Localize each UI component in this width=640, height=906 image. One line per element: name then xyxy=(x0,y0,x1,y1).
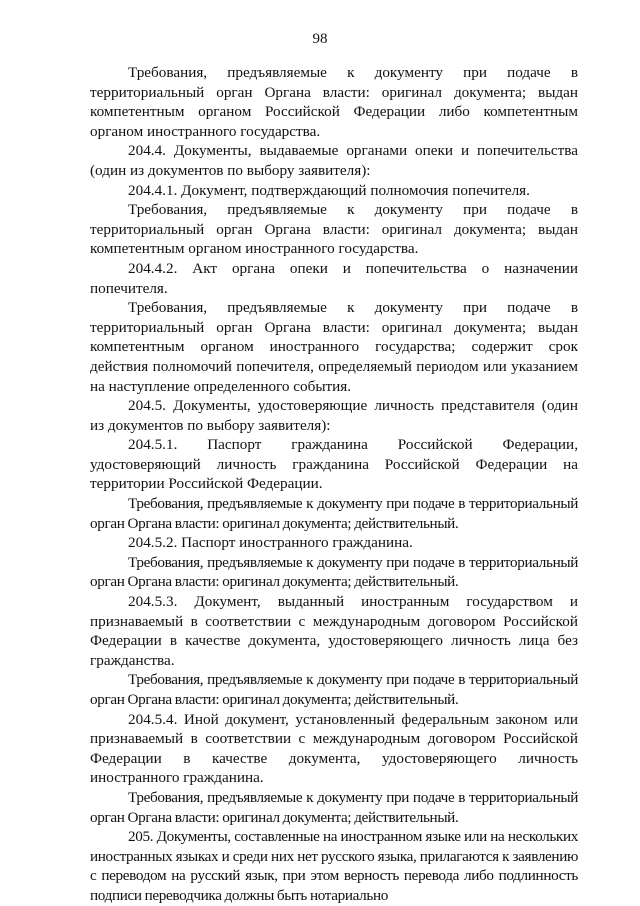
paragraph-section-204-5: 204.5. Документы, удостоверяющие личность представителя (один из документов по выбору заявителя): xyxy=(90,397,578,434)
paragraph-section-204-5-1: 204.5.1. Паспорт гражданина Российской Федерации, удостоверяющий личность гражданина Российской Федерации на территории Российской Федерации. xyxy=(90,436,578,493)
document-body xyxy=(90,63,578,906)
paragraph-requirements: Требования, предъявляемые к документу при подаче в территориальный орган Органа власти: оригинал документа; действительный. xyxy=(90,553,578,591)
paragraph-requirements: Требования, предъявляемые к документу при подаче в территориальный орган Органа власти: оригинал документа; действительный. xyxy=(90,671,578,708)
paragraph-requirements: Требования, предъявляемые к документу при подаче в территориальный орган Органа власти: оригинал документа; выдан компетентным органом Российской Федерации либо компетентным органом иностранного государства. xyxy=(90,64,578,140)
paragraph-requirements: Требования, предъявляемые к документу при подаче в территориальный орган Органа власти: оригинал документа; действительный. xyxy=(90,788,578,826)
paragraph-section-204-5-3: 204.5.3. Документ, выданный иностранным государством и признаваемый в соответствии с международным договором Российской Федерации в качестве документа, удостоверяющего личность лица без гражданства. xyxy=(90,593,578,669)
paragraph-section-204-5-2: 204.5.2. Паспорт иностранного гражданина. xyxy=(128,534,413,552)
paragraph-requirements: Требования, предъявляемые к документу при подаче в территориальный орган Органа власти: оригинал документа; выдан компетентным органом иностранного государства; содержит срок действия полномочий попечителя, определяемый периодом или указанием на наступление определенного события. xyxy=(90,299,578,395)
paragraph-requirements: Требования, предъявляемые к документу при подаче в территориальный орган Органа власти: оригинал документа; выдан компетентным органом иностранного государства. xyxy=(90,201,578,258)
paragraph-requirements: Требования, предъявляемые к документу при подаче в территориальный орган Органа власти: оригинал документа; действительный. xyxy=(90,495,578,532)
page-number: 98 xyxy=(312,31,328,47)
paragraph-section-204-4-1: 204.4.1. Документ, подтверждающий полномочия попечителя. xyxy=(128,181,530,199)
paragraph-section-204-5-4: 204.5.4. Иной документ, установленный федеральным законом или признаваемый в соответствии с международным договором Российской Федерации в качестве документа, удостоверяющего личность иностранного гражданина. xyxy=(90,710,578,787)
paragraph-section-204-4: 204.4. Документы, выдаваемые органами опеки и попечительства (один из документов по выбору заявителя): xyxy=(90,142,578,179)
paragraph-section-205: 205. Документы, составленные на иностранном языке или на нескольких иностранных языках и среди них нет русского языка, прилагаются к заявлению с переводом на русский язык, при этом верность перевода либо подлинность подписи переводчика должны быть нотариально xyxy=(90,828,578,904)
paragraph-section-204-4-2: 204.4.2. Акт органа опеки и попечительства о назначении попечителя. xyxy=(90,259,578,297)
